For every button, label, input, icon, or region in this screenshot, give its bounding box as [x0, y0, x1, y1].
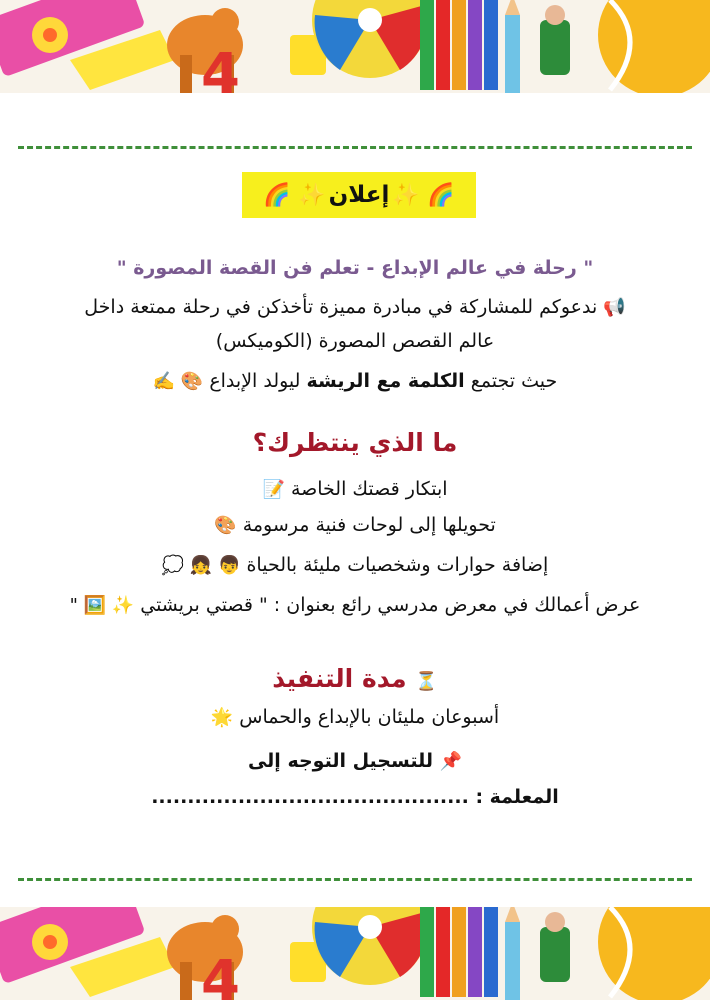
list-item-text: تحويلها إلى لوحات فنية مرسومة [242, 514, 496, 536]
list-item-text: إضافة حوارات وشخصيات مليئة بالحياة [246, 554, 549, 576]
dashed-divider-top [18, 146, 692, 149]
characters-thought-icon: 👦 👧 💭 [161, 555, 241, 576]
intro-line-2-text: عالم القصص المصورة (الكوميكس) [215, 330, 495, 352]
program-subtitle: " رحلة في عالم الإبداع - تعلم فن القصة المصورة " [116, 257, 594, 279]
intro-line-3-prefix: حيث تجتمع [470, 370, 558, 392]
intro-line-3-bold: الكلمة مع الريشة [306, 370, 465, 392]
intro-line-1-text: ندعوكم للمشاركة في مبادرة مميزة تأخذكن في رحلة ممتعة داخل [84, 296, 598, 318]
list-item [36, 478, 674, 500]
pushpin-icon: 📌 [439, 751, 463, 772]
sparkle-picture-icon: ✨ 🖼️ " [69, 595, 135, 616]
teacher-blank: ............................................ [151, 786, 469, 808]
duration-title-text: مدة التنفيذ [272, 664, 407, 693]
list-item [36, 594, 674, 616]
list-item-text: ابتكار قصتك الخاصة [290, 478, 448, 500]
registration-text: للتسجيل التوجه إلى [247, 750, 433, 772]
list-item-text: عرض أعمالك في معرض مدرسي رائع بعنوان : " قصتي بريشتي [140, 594, 641, 616]
intro-line-3-suffix: ليولد الإبداع [209, 370, 301, 392]
school-supplies-illustration [0, 907, 710, 1000]
svg-text:4: 4 [201, 949, 240, 1000]
duration-text [36, 706, 674, 728]
rainbow-sparkle-icon: ✨ 🌈 [263, 182, 326, 208]
duration-title [0, 664, 710, 693]
announcement-label: إعلان [328, 182, 390, 208]
decorative-banner-bottom [0, 907, 710, 1000]
school-supplies-illustration [0, 0, 710, 93]
list-item [36, 514, 674, 536]
what-awaits-title: ما الذي ينتظرك؟ [252, 428, 458, 457]
svg-text:4: 4 [201, 42, 240, 93]
megaphone-icon: 📢 [603, 297, 626, 318]
dashed-divider-bottom [18, 878, 692, 881]
decorative-banner-top [0, 0, 710, 93]
palette-icon: 🎨 [214, 515, 237, 536]
palette-writing-icon: 🎨 ✍️ [152, 371, 204, 392]
intro-line-1 [36, 296, 674, 318]
intro-line-2 [36, 330, 674, 352]
memo-icon: 📝 [262, 479, 285, 500]
intro-line-3 [36, 370, 674, 392]
list-item [36, 554, 674, 576]
glowing-star-icon: 🌟 [210, 707, 234, 728]
duration-text-label: أسبوعان مليئان بالإبداع والحماس [239, 706, 500, 728]
hourglass-icon: ⏳ [415, 671, 438, 692]
announcement-header [242, 172, 476, 218]
teacher-line [36, 786, 674, 808]
registration-line [36, 750, 674, 772]
teacher-label: المعلمة : [475, 786, 559, 808]
sparkle-rainbow-icon: 🌈 ✨ [392, 182, 455, 208]
